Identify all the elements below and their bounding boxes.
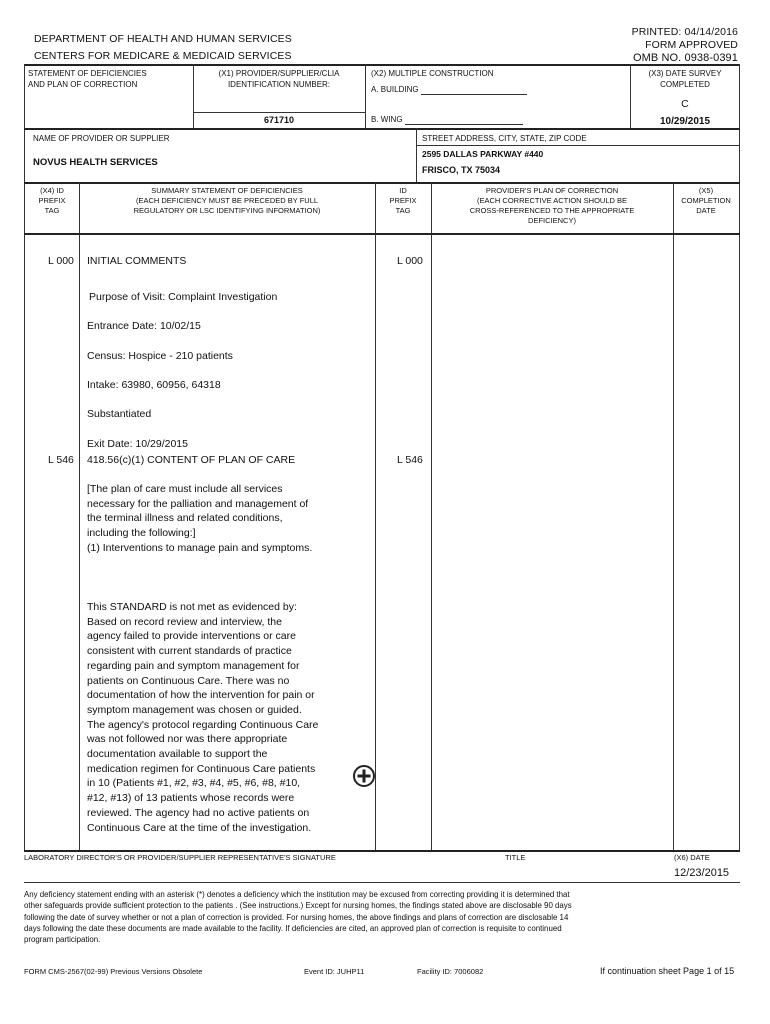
x3-label: (X3) DATE SURVEY COMPLETED [648, 69, 722, 89]
facility-id: Facility ID: 7006082 [417, 967, 484, 976]
department-title: DEPARTMENT OF HEALTH AND HUMAN SERVICES [34, 33, 292, 45]
substantiated: Substantiated [87, 408, 152, 420]
address-label: STREET ADDRESS, CITY, STATE, ZIP CODE [422, 134, 587, 143]
entrance-date: Entrance Date: 10/02/15 [87, 320, 201, 332]
printed-date: PRINTED: 04/14/2016 [631, 26, 738, 38]
provider-name-label: NAME OF PROVIDER OR SUPPLIER [33, 134, 170, 143]
title-label: TITLE [505, 853, 526, 862]
purpose-of-visit: Purpose of Visit: Complaint Investigation [89, 291, 278, 303]
initial-comments-heading: INITIAL COMMENTS [87, 255, 187, 267]
x1-value: 671710 [263, 115, 295, 125]
x3-date: 10/29/2015 [659, 116, 711, 127]
tag-l546-right: L 546 [397, 454, 423, 466]
wing-field [405, 124, 523, 125]
x2-label: (X2) MULTIPLE CONSTRUCTION [371, 69, 494, 78]
x4-header: (X4) ID PREFIX TAG [38, 186, 66, 215]
tag-l000-right: L 000 [397, 255, 423, 267]
regulation-heading: 418.56(c)(1) CONTENT OF PLAN OF CARE [87, 454, 296, 466]
standard-text: This STANDARD is not met as evidenced by: Based on record review and interview, the agency failed to provide interventions or care consistent with current standards of practice regarding pain and symptom management for patients on Continuous Care. There was no documentation of how the intervention for pain or symptom management was chosen or guided. The agency's protocol regarding Continuous Care was not followed nor was there appropriate documentation available to support the medication regimen for Continuous Care patients in 10 (Patients #1, #2, #3, #4, #5, #6, #8, #10, #12, #13) of 13 patients whose records were reviewed. The agency had no active patients on Continuous Care at the time of the investigation. [87, 601, 319, 834]
x1-label: (X1) PROVIDER/SUPPLIER/CLIA IDENTIFICATION NUMBER: [218, 69, 340, 89]
x3-code: C [681, 98, 689, 110]
x5-header: (X5) COMPLETION DATE [681, 186, 731, 215]
tag-l546: L 546 [48, 454, 74, 466]
id-header: ID PREFIX TAG [389, 186, 417, 215]
plan-header: PROVIDER'S PLAN OF CORRECTION (EACH CORRECTIVE ACTION SHOULD BE CROSS-REFERENCED TO THE APPROPRIATE DEFICIENCY) [469, 186, 635, 225]
statement-label: STATEMENT OF DEFICIENCIES AND PLAN OF CORRECTION [28, 69, 147, 89]
x6-date-label: (X6) DATE [674, 853, 710, 862]
tag-l000: L 000 [48, 255, 74, 267]
building-field [421, 94, 527, 95]
city-state-zip: FRISCO, TX 75034 [422, 165, 501, 175]
form-id: FORM CMS-2567(02-99) Previous Versions Obsolete [24, 967, 203, 976]
wing-label: B. WING [371, 115, 403, 124]
page-indicator: If continuation sheet Page 1 of 15 [600, 966, 735, 976]
centers-title: CENTERS FOR MEDICARE & MEDICAID SERVICES [34, 50, 292, 62]
building-label: A. BUILDING [371, 85, 419, 94]
census: Census: Hospice - 210 patients [87, 350, 233, 362]
regulation-text: [The plan of care must include all services necessary for the palliation and management of the terminal illness and related conditions, including the following:] (1) Interventions to manage pain and symptoms. [87, 483, 313, 554]
event-id: Event ID: JUHP11 [304, 967, 365, 976]
signature-label: LABORATORY DIRECTOR'S OR PROVIDER/SUPPLIER REPRESENTATIVE'S SIGNATURE [24, 853, 336, 862]
omb-number: OMB NO. 0938-0391 [632, 52, 738, 64]
exit-date: Exit Date: 10/29/2015 [87, 438, 188, 450]
disclaimer-text: Any deficiency statement ending with an asterisk (*) denotes a deficiency which the institution may be excused from correcting providing it is determined that other safeguards provide sufficient protection to the patients . (See instructions.) Except for nursing homes, the findings stated above are disclosable 90 days following the date of survey whether or not a plan of correction is provided. For nursing homes, the above findings and plans of correction are disclosable 14 days following the date these documents are made available to the facility. If deficiencies are cited, an approved plan of correction is requisite to continued program participation. [24, 890, 572, 945]
provider-name: NOVUS HEALTH SERVICES [33, 157, 158, 168]
x6-date-value: 12/23/2015 [674, 867, 730, 879]
plus-circle-icon[interactable] [352, 764, 376, 788]
wing-line [371, 114, 523, 125]
intake: Intake: 63980, 60956, 64318 [87, 379, 221, 391]
street-address: 2595 DALLAS PARKWAY #440 [422, 149, 544, 159]
building-line [371, 84, 527, 95]
summary-header: SUMMARY STATEMENT OF DEFICIENCIES (EACH DEFICIENCY MUST BE PRECEDED BY FULL REGULATORY OR LSC IDENTIFYING INFORMATION) [133, 186, 321, 215]
form-approved: FORM APPROVED [645, 39, 738, 51]
